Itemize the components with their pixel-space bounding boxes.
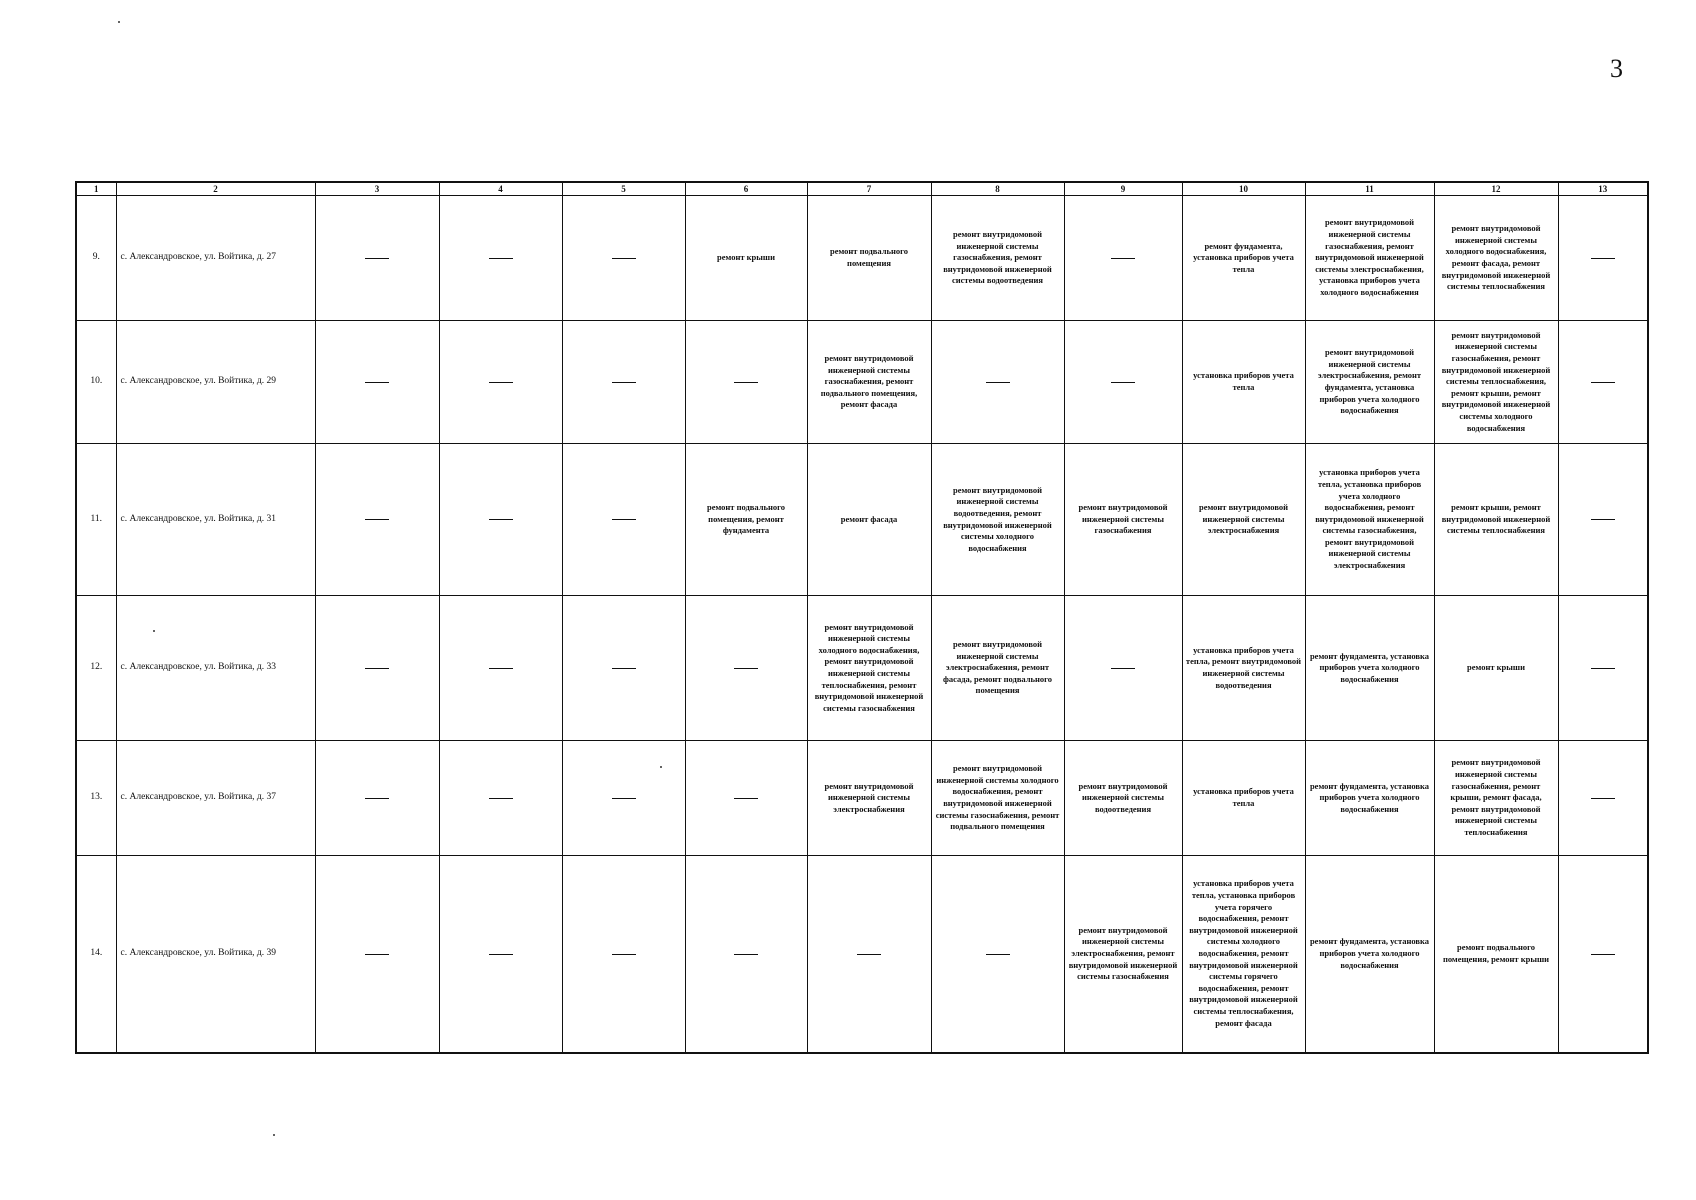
dash-icon xyxy=(365,954,389,955)
empty-cell xyxy=(439,444,562,596)
scan-speck xyxy=(118,21,120,23)
dash-icon xyxy=(1111,382,1135,383)
table-row xyxy=(76,741,1648,856)
empty-cell xyxy=(315,321,439,444)
dash-icon xyxy=(734,954,758,955)
capital-repair-table xyxy=(75,181,1649,1054)
dash-icon xyxy=(365,382,389,383)
dash-icon xyxy=(857,954,881,955)
scan-speck xyxy=(660,766,662,768)
work-cell: ремонт внутридомовой инженерной системы газоснабжения xyxy=(1064,444,1182,596)
table-row xyxy=(76,196,1648,321)
work-cell: ремонт внутридомовой инженерной системы холодного водоснабжения, ремонт внутридомовой инженерной системы газоснабжения, ремонт подвального помещения xyxy=(931,741,1064,856)
empty-cell xyxy=(931,321,1064,444)
row-number: 10. xyxy=(76,321,116,444)
row-number: 9. xyxy=(76,196,116,321)
work-cell: ремонт внутридомовой инженерной системы водоотведения xyxy=(1064,741,1182,856)
dash-icon xyxy=(986,954,1010,955)
table-row xyxy=(76,596,1648,741)
work-cell: ремонт внутридомовой инженерной системы электроснабжения, ремонт внутридомовой инженерной системы газоснабжения xyxy=(1064,856,1182,1053)
empty-cell xyxy=(562,444,685,596)
header-cell: 3 xyxy=(315,182,439,196)
row-number: 14. xyxy=(76,856,116,1053)
empty-cell xyxy=(685,856,807,1053)
dash-icon xyxy=(612,954,636,955)
work-cell: установка приборов учета тепла, ремонт внутридомовой инженерной системы водоотведения xyxy=(1182,596,1305,741)
work-cell: установка приборов учета тепла, установка приборов учета холодного водоснабжения, ремонт внутридомовой инженерной системы газоснабжения, ремонт внутридомовой инженерной системы электроснабжения xyxy=(1305,444,1434,596)
header-cell: 1 xyxy=(76,182,116,196)
empty-cell xyxy=(1558,444,1648,596)
empty-cell xyxy=(439,741,562,856)
dash-icon xyxy=(1111,258,1135,259)
empty-cell xyxy=(1064,596,1182,741)
work-cell: ремонт внутридомовой инженерной системы водоотведения, ремонт внутридомовой инженерной системы холодного водоснабжения xyxy=(931,444,1064,596)
work-cell: ремонт фундамента, установка приборов учета тепла xyxy=(1182,196,1305,321)
header-cell: 2 xyxy=(116,182,315,196)
dash-icon xyxy=(1591,668,1615,669)
work-cell: ремонт внутридомовой инженерной системы электроснабжения xyxy=(1182,444,1305,596)
header-cell: 11 xyxy=(1305,182,1434,196)
work-cell: ремонт крыши, ремонт внутридомовой инженерной системы теплоснабжения xyxy=(1434,444,1558,596)
work-cell: ремонт подвального помещения xyxy=(807,196,931,321)
dash-icon xyxy=(612,668,636,669)
empty-cell xyxy=(931,856,1064,1053)
header-cell: 10 xyxy=(1182,182,1305,196)
empty-cell xyxy=(315,196,439,321)
dash-icon xyxy=(1591,519,1615,520)
header-cell: 6 xyxy=(685,182,807,196)
scan-speck xyxy=(153,630,155,632)
work-cell: ремонт крыши xyxy=(685,196,807,321)
work-cell: ремонт фундамента, установка приборов учета холодного водоснабжения xyxy=(1305,741,1434,856)
empty-cell xyxy=(439,321,562,444)
table-row xyxy=(76,856,1648,1053)
header-cell: 8 xyxy=(931,182,1064,196)
empty-cell xyxy=(315,444,439,596)
dash-icon xyxy=(489,258,513,259)
empty-cell xyxy=(1558,741,1648,856)
empty-cell xyxy=(315,596,439,741)
work-cell: ремонт фундамента, установка приборов учета холодного водоснабжения xyxy=(1305,856,1434,1053)
empty-cell xyxy=(562,196,685,321)
dash-icon xyxy=(734,668,758,669)
empty-cell xyxy=(1558,321,1648,444)
empty-cell xyxy=(315,856,439,1053)
dash-icon xyxy=(1591,798,1615,799)
empty-cell xyxy=(1064,321,1182,444)
empty-cell xyxy=(685,321,807,444)
dash-icon xyxy=(734,798,758,799)
dash-icon xyxy=(489,519,513,520)
empty-cell xyxy=(562,596,685,741)
empty-cell xyxy=(439,596,562,741)
row-number: 13. xyxy=(76,741,116,856)
work-cell: ремонт внутридомовой инженерной системы электроснабжения xyxy=(807,741,931,856)
empty-cell xyxy=(685,741,807,856)
work-cell: ремонт подвального помещения, ремонт крыши xyxy=(1434,856,1558,1053)
work-cell: установка приборов учета тепла xyxy=(1182,321,1305,444)
work-cell: установка приборов учета тепла, установка приборов учета горячего водоснабжения, ремонт внутридомовой инженерной системы холодного водоснабжения, ремонт внутридомовой инженерной системы горячего водоснабжения, ремонт внутридомовой инженерной системы теплоснабжения, ремонт фасада xyxy=(1182,856,1305,1053)
empty-cell xyxy=(562,321,685,444)
address-cell: с. Александровское, ул. Войтика, д. 33 xyxy=(116,596,315,741)
address-cell: с. Александровское, ул. Войтика, д. 37 xyxy=(116,741,315,856)
work-cell: ремонт внутридомовой инженерной системы газоснабжения, ремонт внутридомовой инженерной системы водоотведения xyxy=(931,196,1064,321)
dash-icon xyxy=(1591,258,1615,259)
dash-icon xyxy=(489,382,513,383)
work-cell: ремонт внутридомовой инженерной системы газоснабжения, ремонт подвального помещения, ремонт фасада xyxy=(807,321,931,444)
dash-icon xyxy=(365,668,389,669)
dash-icon xyxy=(734,382,758,383)
empty-cell xyxy=(439,856,562,1053)
empty-cell xyxy=(1558,196,1648,321)
dash-icon xyxy=(986,382,1010,383)
dash-icon xyxy=(489,798,513,799)
empty-cell xyxy=(315,741,439,856)
dash-icon xyxy=(1111,668,1135,669)
scan-speck xyxy=(273,1134,275,1136)
table-row xyxy=(76,444,1648,596)
work-cell: ремонт внутридомовой инженерной системы газоснабжения, ремонт внутридомовой инженерной системы теплоснабжения, ремонт крыши, ремонт внутридомовой инженерной системы холодного водоснабжения xyxy=(1434,321,1558,444)
header-cell: 4 xyxy=(439,182,562,196)
dash-icon xyxy=(1591,954,1615,955)
header-cell: 7 xyxy=(807,182,931,196)
empty-cell xyxy=(439,196,562,321)
empty-cell xyxy=(562,856,685,1053)
table-row xyxy=(76,321,1648,444)
page-number: 3 xyxy=(1610,54,1623,83)
empty-cell xyxy=(685,596,807,741)
work-cell: ремонт подвального помещения, ремонт фундамента xyxy=(685,444,807,596)
dash-icon xyxy=(612,382,636,383)
empty-cell xyxy=(1558,856,1648,1053)
empty-cell xyxy=(1558,596,1648,741)
dash-icon xyxy=(365,258,389,259)
empty-cell xyxy=(807,856,931,1053)
row-number: 11. xyxy=(76,444,116,596)
dash-icon xyxy=(612,798,636,799)
address-cell: с. Александровское, ул. Войтика, д. 39 xyxy=(116,856,315,1053)
header-cell: 9 xyxy=(1064,182,1182,196)
work-cell: установка приборов учета тепла xyxy=(1182,741,1305,856)
empty-cell xyxy=(562,741,685,856)
work-cell: ремонт внутридомовой инженерной системы электроснабжения, ремонт фундамента, установка приборов учета холодного водоснабжения xyxy=(1305,321,1434,444)
row-number: 12. xyxy=(76,596,116,741)
header-row xyxy=(76,182,1648,196)
work-cell: ремонт внутридомовой инженерной системы газоснабжения, ремонт внутридомовой инженерной системы электроснабжения, установка приборов учета холодного водоснабжения xyxy=(1305,196,1434,321)
work-cell: ремонт фундамента, установка приборов учета холодного водоснабжения xyxy=(1305,596,1434,741)
address-cell: с. Александровское, ул. Войтика, д. 29 xyxy=(116,321,315,444)
work-cell: ремонт внутридомовой инженерной системы холодного водоснабжения, ремонт фасада, ремонт внутридомовой инженерной системы теплоснабжения xyxy=(1434,196,1558,321)
dash-icon xyxy=(489,668,513,669)
empty-cell xyxy=(1064,196,1182,321)
work-cell: ремонт внутридомовой инженерной системы газоснабжения, ремонт крыши, ремонт фасада, ремонт внутридомовой инженерной системы теплоснабжения xyxy=(1434,741,1558,856)
work-cell: ремонт внутридомовой инженерной системы холодного водоснабжения, ремонт внутридомовой инженерной системы теплоснабжения, ремонт внутридомовой инженерной системы газоснабжения xyxy=(807,596,931,741)
address-cell: с. Александровское, ул. Войтика, д. 27 xyxy=(116,196,315,321)
work-cell: ремонт крыши xyxy=(1434,596,1558,741)
dash-icon xyxy=(612,519,636,520)
dash-icon xyxy=(612,258,636,259)
dash-icon xyxy=(365,798,389,799)
dash-icon xyxy=(489,954,513,955)
header-cell: 12 xyxy=(1434,182,1558,196)
dash-icon xyxy=(1591,382,1615,383)
address-cell: с. Александровское, ул. Войтика, д. 31 xyxy=(116,444,315,596)
header-cell: 5 xyxy=(562,182,685,196)
work-cell: ремонт фасада xyxy=(807,444,931,596)
dash-icon xyxy=(365,519,389,520)
work-cell: ремонт внутридомовой инженерной системы электроснабжения, ремонт фасада, ремонт подвального помещения xyxy=(931,596,1064,741)
header-cell: 13 xyxy=(1558,182,1648,196)
